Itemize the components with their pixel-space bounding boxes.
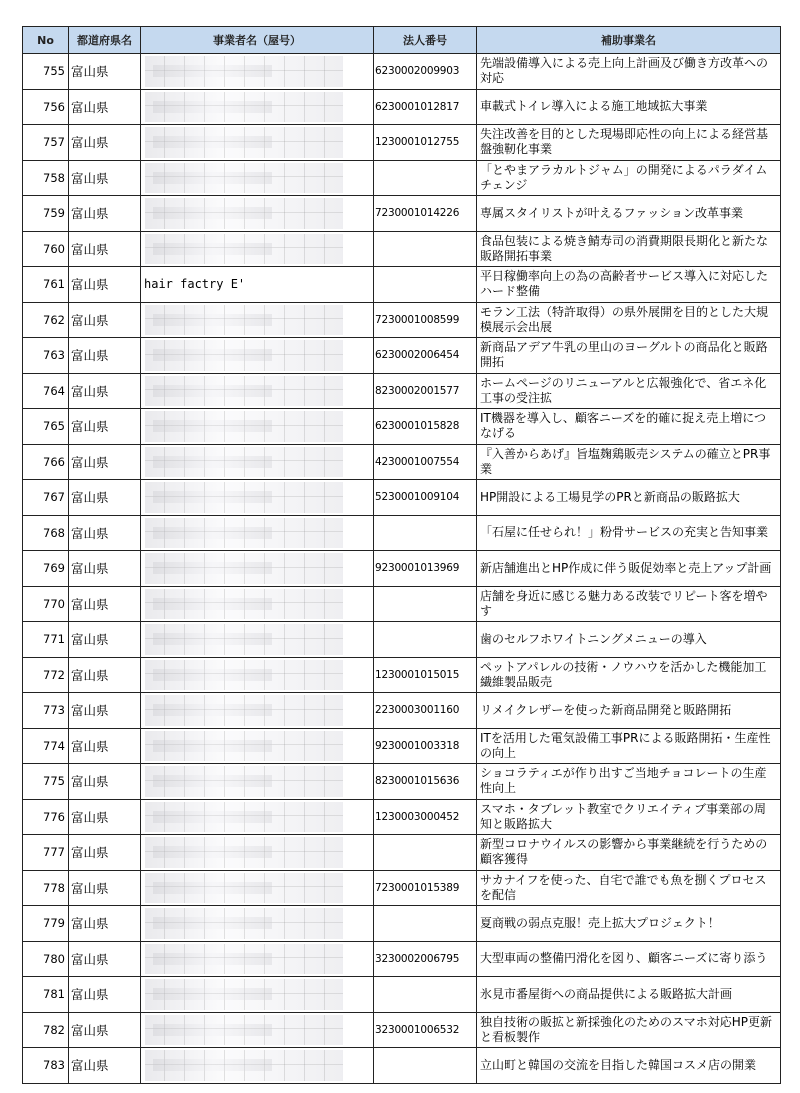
redacted-blur (145, 553, 343, 584)
header-project-name: 補助事業名 (477, 27, 781, 54)
redacted-blur (145, 660, 343, 691)
row-corporate-number: 8230002001577 (374, 373, 477, 409)
row-prefecture: 富山県 (69, 160, 141, 196)
row-corporate-number: 8230001015636 (374, 764, 477, 800)
table-row (23, 835, 781, 871)
row-business-name (141, 764, 374, 800)
row-business-name (141, 54, 374, 90)
row-number: 756 (23, 89, 69, 125)
row-project-name: 新商品アデア牛乳の里山のヨーグルトの商品化と販路開拓 (477, 338, 781, 374)
row-prefecture: 富山県 (69, 231, 141, 267)
row-prefecture: 富山県 (69, 125, 141, 161)
row-number: 773 (23, 693, 69, 729)
row-business-name (141, 1048, 374, 1084)
row-business-name (141, 657, 374, 693)
row-number: 780 (23, 941, 69, 977)
table-row (23, 302, 781, 338)
row-prefecture: 富山県 (69, 1012, 141, 1048)
row-project-name: 『入善からあげ』旨塩麹鶏販売システムの確立とPR事業 (477, 444, 781, 480)
row-corporate-number: 1230001012755 (374, 125, 477, 161)
row-number: 762 (23, 302, 69, 338)
table-row (23, 870, 781, 906)
row-corporate-number (374, 231, 477, 267)
row-number: 759 (23, 196, 69, 232)
row-project-name: モラン工法（特許取得）の県外展開を目的とした大規模展示会出展 (477, 302, 781, 338)
row-project-name: 新店舗進出とHP作成に伴う販促効率と売上アップ計画 (477, 551, 781, 587)
table-row (23, 799, 781, 835)
row-prefecture: 富山県 (69, 941, 141, 977)
row-business-name (141, 1012, 374, 1048)
row-number: 767 (23, 480, 69, 516)
row-number: 776 (23, 799, 69, 835)
row-number: 772 (23, 657, 69, 693)
row-project-name: リメイクレザーを使った新商品開発と販路開拓 (477, 693, 781, 729)
row-number: 755 (23, 54, 69, 90)
row-corporate-number: 1230003000452 (374, 799, 477, 835)
row-number: 771 (23, 622, 69, 658)
row-corporate-number: 5230001009104 (374, 480, 477, 516)
row-project-name: 食品包装による焼き鯖寿司の消費期限長期化と新たな販路開拓事業 (477, 231, 781, 267)
header-corporate-number: 法人番号 (374, 27, 477, 54)
row-prefecture: 富山県 (69, 409, 141, 445)
row-prefecture: 富山県 (69, 799, 141, 835)
table-row (23, 267, 781, 303)
redacted-blur (145, 163, 343, 194)
row-corporate-number (374, 160, 477, 196)
row-corporate-number: 9230001013969 (374, 551, 477, 587)
row-corporate-number: 6230001015828 (374, 409, 477, 445)
row-corporate-number: 7230001015389 (374, 870, 477, 906)
row-project-name: 歯のセルフホワイトニングメニューの導入 (477, 622, 781, 658)
row-project-name: 大型車両の整備円滑化を図り、顧客ニーズに寄り添う (477, 941, 781, 977)
row-project-name: IT機器を導入し、顧客ニーズを的確に捉え売上増につなげる (477, 409, 781, 445)
row-business-name (141, 338, 374, 374)
table-row (23, 515, 781, 551)
row-business-name (141, 480, 374, 516)
row-business-name (141, 444, 374, 480)
redacted-blur (145, 979, 343, 1010)
row-project-name: 氷見市番屋街への商品提供による販路拡大計画 (477, 977, 781, 1013)
row-prefecture: 富山県 (69, 657, 141, 693)
row-corporate-number (374, 835, 477, 871)
row-prefecture: 富山県 (69, 551, 141, 587)
row-corporate-number: 3230002006795 (374, 941, 477, 977)
redacted-blur (145, 92, 343, 123)
row-corporate-number (374, 515, 477, 551)
redacted-blur (145, 518, 343, 549)
table-row (23, 1048, 781, 1084)
table-row (23, 444, 781, 480)
row-number: 768 (23, 515, 69, 551)
header-business-name: 事業者名（屋号） (141, 27, 374, 54)
row-number: 758 (23, 160, 69, 196)
row-business-name (141, 267, 374, 303)
row-business-name (141, 551, 374, 587)
table-row (23, 231, 781, 267)
row-corporate-number: 7230001014226 (374, 196, 477, 232)
table-row (23, 89, 781, 125)
row-number: 765 (23, 409, 69, 445)
row-project-name: スマホ・タブレット教室でクリエイティブ事業部の周知と販路拡大 (477, 799, 781, 835)
row-prefecture: 富山県 (69, 267, 141, 303)
redacted-blur (145, 1050, 343, 1081)
table-row (23, 1012, 781, 1048)
row-number: 779 (23, 906, 69, 942)
table-row (23, 54, 781, 90)
redacted-blur (145, 802, 343, 833)
redacted-blur (145, 731, 343, 762)
row-corporate-number: 4230001007554 (374, 444, 477, 480)
row-prefecture: 富山県 (69, 373, 141, 409)
table-row (23, 160, 781, 196)
redacted-blur (145, 411, 343, 442)
redacted-blur (145, 589, 343, 620)
row-prefecture: 富山県 (69, 870, 141, 906)
row-business-name (141, 89, 374, 125)
row-corporate-number: 2230003001160 (374, 693, 477, 729)
row-prefecture: 富山県 (69, 835, 141, 871)
table-header (23, 27, 781, 54)
row-number: 766 (23, 444, 69, 480)
table-row (23, 764, 781, 800)
row-project-name: HP開設による工場見学のPRと新商品の販路拡大 (477, 480, 781, 516)
row-number: 782 (23, 1012, 69, 1048)
row-corporate-number (374, 622, 477, 658)
table-row (23, 941, 781, 977)
table-row (23, 586, 781, 622)
redacted-blur (145, 624, 343, 655)
row-corporate-number: 6230002009903 (374, 54, 477, 90)
row-prefecture: 富山県 (69, 728, 141, 764)
row-number: 781 (23, 977, 69, 1013)
row-project-name: 車載式トイレ導入による施工地域拡大事業 (477, 89, 781, 125)
row-business-name (141, 515, 374, 551)
redacted-blur (145, 482, 343, 513)
table-row (23, 338, 781, 374)
row-number: 763 (23, 338, 69, 374)
table-row (23, 409, 781, 445)
row-prefecture: 富山県 (69, 1048, 141, 1084)
row-corporate-number (374, 586, 477, 622)
table-row (23, 977, 781, 1013)
row-prefecture: 富山県 (69, 764, 141, 800)
row-business-name (141, 941, 374, 977)
redacted-blur (145, 944, 343, 975)
redacted-blur (145, 305, 343, 336)
row-number: 778 (23, 870, 69, 906)
redacted-blur (145, 198, 343, 229)
row-business-name (141, 835, 374, 871)
row-corporate-number: 6230002006454 (374, 338, 477, 374)
row-prefecture: 富山県 (69, 338, 141, 374)
row-project-name: 先端設備導入による売上向上計画及び働き方改革への対応 (477, 54, 781, 90)
redacted-blur (145, 56, 343, 87)
row-prefecture: 富山県 (69, 693, 141, 729)
row-corporate-number (374, 906, 477, 942)
row-business-name (141, 728, 374, 764)
table-row (23, 728, 781, 764)
business-name-text: hair factry E' (144, 277, 246, 292)
row-project-name: 平日稼働率向上の為の高齢者サービス導入に対応したハード整備 (477, 267, 781, 303)
table-row (23, 125, 781, 161)
redacted-blur (145, 766, 343, 797)
table-row (23, 551, 781, 587)
row-business-name (141, 622, 374, 658)
row-prefecture: 富山県 (69, 622, 141, 658)
row-project-name: 店舗を身近に感じる魅力ある改装でリピート客を増やす (477, 586, 781, 622)
row-project-name: サカナイフを使った、自宅で誰でも魚を捌くプロセスを配信 (477, 870, 781, 906)
row-number: 777 (23, 835, 69, 871)
row-number: 757 (23, 125, 69, 161)
row-number: 760 (23, 231, 69, 267)
row-project-name: 立山町と韓国の交流を目指した韓国コスメ店の開業 (477, 1048, 781, 1084)
table-row (23, 480, 781, 516)
row-corporate-number: 7230001008599 (374, 302, 477, 338)
row-corporate-number: 3230001006532 (374, 1012, 477, 1048)
row-corporate-number: 6230001012817 (374, 89, 477, 125)
row-business-name (141, 906, 374, 942)
row-corporate-number: 9230001003318 (374, 728, 477, 764)
header-no: No (23, 27, 69, 54)
header-row (23, 27, 781, 54)
redacted-blur (145, 908, 343, 939)
row-business-name (141, 586, 374, 622)
row-prefecture: 富山県 (69, 89, 141, 125)
row-corporate-number (374, 267, 477, 303)
row-number: 783 (23, 1048, 69, 1084)
row-project-name: ITを活用した電気設備工事PRによる販路開拓・生産性の向上 (477, 728, 781, 764)
row-business-name (141, 799, 374, 835)
row-prefecture: 富山県 (69, 515, 141, 551)
redacted-blur (145, 837, 343, 868)
row-number: 761 (23, 267, 69, 303)
row-prefecture: 富山県 (69, 906, 141, 942)
row-project-name: 独自技術の販拡と新採強化のためのスマホ対応HP更新と看板製作 (477, 1012, 781, 1048)
row-project-name: 専属スタイリストが叶えるファッション改革事業 (477, 196, 781, 232)
row-prefecture: 富山県 (69, 586, 141, 622)
redacted-blur (145, 447, 343, 478)
redacted-blur (145, 234, 343, 265)
row-project-name: ペットアパレルの技術・ノウハウを活かした機能加工繊維製品販売 (477, 657, 781, 693)
row-number: 764 (23, 373, 69, 409)
header-prefecture: 都道府県名 (69, 27, 141, 54)
subsidy-table (22, 26, 781, 1084)
table-row (23, 622, 781, 658)
row-project-name: 夏商戦の弱点克服！売上拡大プロジェクト！ (477, 906, 781, 942)
table-body (23, 54, 781, 1084)
row-business-name (141, 693, 374, 729)
row-corporate-number (374, 1048, 477, 1084)
table-row (23, 657, 781, 693)
redacted-blur (145, 376, 343, 407)
table-row (23, 906, 781, 942)
row-business-name (141, 231, 374, 267)
row-project-name: 新型コロナウイルスの影響から事業継続を行うための顧客獲得 (477, 835, 781, 871)
row-business-name (141, 373, 374, 409)
row-number: 775 (23, 764, 69, 800)
table-row (23, 373, 781, 409)
row-number: 769 (23, 551, 69, 587)
row-corporate-number: 1230001015015 (374, 657, 477, 693)
table-row (23, 693, 781, 729)
row-project-name: 失注改善を目的とした現場即応性の向上による経営基盤強靭化事業 (477, 125, 781, 161)
row-project-name: 「とやまアラカルトジャム」の開発によるパラダイムチェンジ (477, 160, 781, 196)
redacted-blur (145, 340, 343, 371)
row-prefecture: 富山県 (69, 196, 141, 232)
row-prefecture: 富山県 (69, 444, 141, 480)
redacted-blur (145, 695, 343, 726)
redacted-blur (145, 1015, 343, 1046)
row-number: 774 (23, 728, 69, 764)
row-business-name (141, 977, 374, 1013)
row-number: 770 (23, 586, 69, 622)
row-prefecture: 富山県 (69, 54, 141, 90)
table-row (23, 196, 781, 232)
row-business-name (141, 160, 374, 196)
row-business-name (141, 302, 374, 338)
redacted-blur (145, 127, 343, 158)
row-project-name: ホームページのリニューアルと広報強化で、省エネ化工事の受注拡 (477, 373, 781, 409)
redacted-blur (145, 873, 343, 904)
row-business-name (141, 196, 374, 232)
row-project-name: 「石屋に任せられ！」粉骨サービスの充実と告知事業 (477, 515, 781, 551)
row-prefecture: 富山県 (69, 302, 141, 338)
row-prefecture: 富山県 (69, 480, 141, 516)
row-prefecture: 富山県 (69, 977, 141, 1013)
row-business-name (141, 409, 374, 445)
row-corporate-number (374, 977, 477, 1013)
row-business-name (141, 870, 374, 906)
row-business-name (141, 125, 374, 161)
row-project-name: ショコラティエが作り出すご当地チョコレートの生産性向上 (477, 764, 781, 800)
